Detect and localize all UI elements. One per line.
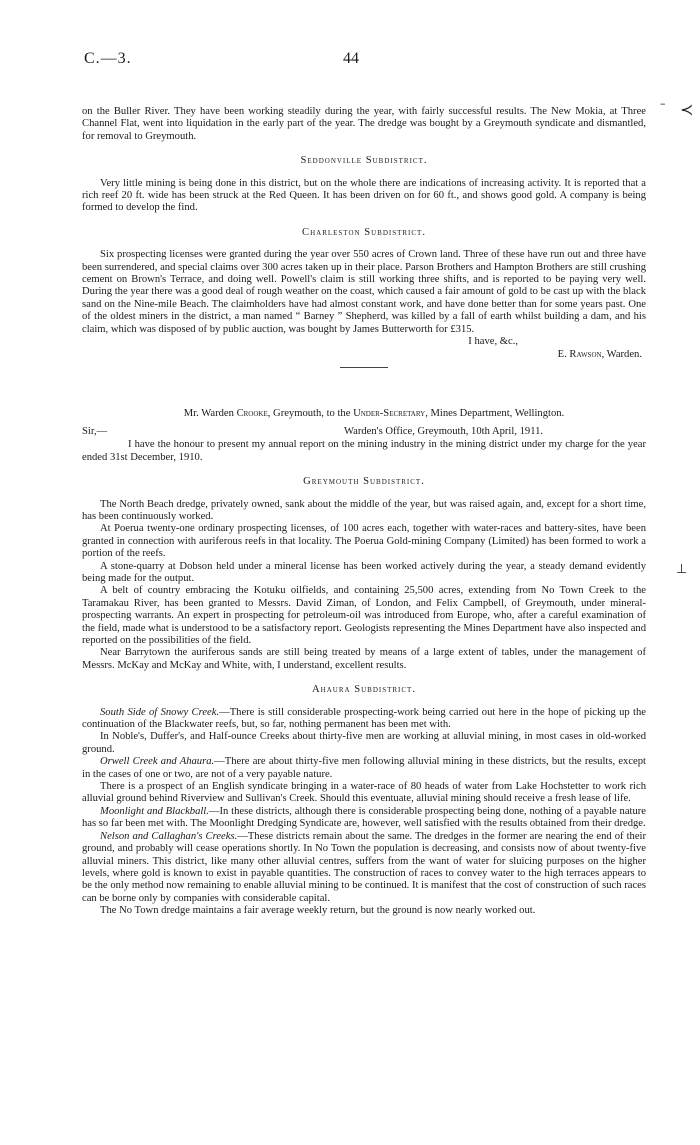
nelson-title: Nelson and Callaghan's Creeks. xyxy=(100,830,238,842)
page-number: 44 xyxy=(343,50,359,67)
signature-title: , Warden. xyxy=(601,348,642,360)
signature-surname: Rawson xyxy=(569,348,602,360)
greymouth-paragraph: A stone-quarry at Dobson held under a mineral license has been worked actively during the year, a steady demand evidently being made for the output. xyxy=(82,560,646,584)
nelson-text: —These districts remain about the same. The dredges in the former are nearing the end of their ground, and probably will cease operations shortly. In No Town the population is decreasing, and consists now of about twenty-five alluvial miners. This district, like many other alluvial centres, suffers from the want of water for sluicing purposes on the higher levels, where gold is known to exist in payable quantities. The construction of races to convey water to the high terraces appears to be the only method now remaining to enable alluvial mining to be continued. It is manifest that the cost of construction of such races can be borne only by companies with considerable capital. xyxy=(82,830,646,904)
greymouth-paragraph: A belt of country embracing the Kotuku oilfields, and containing 25,500 acres, extending from No Town Creek to the Taramakau River, has been granted to Messrs. David Ziman, of London, and Felix Campbell, of Greymouth, under mineral-prospecting warrants. An expert in prospecting for petroleum-oil was introduced from Europe, who, after a careful examination of the field, made what is understood to be a satisfactory report. Geologists representing the Mines Department have also inspected and reported on the possibilities of the field. xyxy=(82,585,646,646)
greymouth-paragraph: Near Barrytown the auriferous sands are still being treated by means of a large extent of tables, under the management of Messrs. McKay and McKay and White, with, I understand, excellent results. xyxy=(82,647,646,671)
letter-to-title: Under-Secretary xyxy=(353,407,426,419)
charleston-heading: Charleston Subdistrict. xyxy=(302,226,426,238)
signature xyxy=(82,349,646,361)
page-header xyxy=(84,50,644,72)
margin-tick-mark: ⊥ xyxy=(676,562,688,577)
greymouth-paragraph: At Poerua twenty-one ordinary prospecting licenses, of 100 acres each, together with water-races and battery-sites, have been granted in connection with auriferous reefs in that locality. The Poerua Gold-mining Company (Limited) has been formed to work a portion of the reefs. xyxy=(82,523,646,560)
orwell-paragraph xyxy=(82,756,646,781)
salutation-row xyxy=(82,426,646,439)
ahaura-heading: Ahaura Subdistrict. xyxy=(312,684,416,696)
letter-to-dept: , Mines Department, Wellington. xyxy=(425,407,565,419)
office-date: Warden's Office, Greymouth, 10th April, 1911. xyxy=(344,426,544,438)
orwell-title: Orwell Creek and Ahaura. xyxy=(100,756,215,768)
english-syndicate-paragraph: There is a prospect of an English syndicate bringing in a water-race of 80 heads of water from Lake Hochstetter to work rich alluvial ground behind Riverview and Sullivan's Creek. Should this eventuate, alluvial mining should receive a fresh lease of life. xyxy=(82,781,646,805)
moonlight-text: —In these districts, although there is considerable prospecting being done, nothing of a payable nature has so far been met with. The Moonlight Dredging Syndicate are, however, well satisfied with the results obtained from their dredge. xyxy=(82,805,646,830)
closing-line: I have, &c., xyxy=(468,336,518,348)
snowy-creek-title: South Side of Snowy Creek. xyxy=(100,706,220,718)
letter-from-mid: , Greymouth, to the xyxy=(267,407,354,419)
signature-initial: E. xyxy=(557,348,567,360)
margin-dash-mark: – xyxy=(660,97,666,110)
no-town-paragraph: The No Town dredge maintains a fair average weekly return, but the ground is now nearly worked out. xyxy=(100,905,536,917)
orwell-text: —There are about thirty-five men following alluvial mining in these districts, but the results, except in the cases of one or two, are not of a very payable nature. xyxy=(82,756,646,780)
greymouth-paragraph: The North Beach dredge, privately owned, sank about the middle of the year, but was raised again, and, except for a short time, has been continuously worked. xyxy=(82,498,646,522)
charleston-paragraph: Six prospecting licenses were granted during the year over 550 acres of Crown land. Three of these have run out and three have been surrendered, and special claims over 300 acres taken up in their place. Parson Brothers and Hampton Brothers are still crushing cement on Brown's Terrace, and doing well. Powell's claim is still working three shifts, and is reported to be paying very well. During the year there was a good deal of rough weather on the coast, which caused a fair amount of gold to be cast up with the black sand on the Nine-mile Beach. The claimholders have had almost constant work, and have done better than for some years past. One of the oldest miners in the district, a man named “ Barney ” Shepherd, was killed by a fall of earth whilst building a dam, and his claim, which was disposed of by public auction, was bought by James Butterworth for £315. xyxy=(82,249,646,335)
buller-paragraph: on the Buller River. They have been working steadily during the year, with fairly successful results. The New Mokia, at Three Channel Flat, went into liquidation in the early part of the year. The dredge was bought by a Greymouth syndicate and dismantled, for removal to Greymouth. xyxy=(82,106,646,142)
snowy-creek-text: —There is still considerable prospecting-work being carried out here in the hope of picking up the continuation of the Blackwater reefs, but, so far, nothing permanent has been met with. xyxy=(82,706,646,731)
snowy-creek-paragraph xyxy=(82,707,646,732)
letter-heading xyxy=(82,408,646,420)
nobles-paragraph: In Noble's, Duffer's, and Half-ounce Creeks about thirty-five men are working at alluvial mining, in most cases in old-worked ground. xyxy=(82,731,646,755)
report-reference: C.—3. xyxy=(84,50,132,67)
moonlight-title: Moonlight and Blackball. xyxy=(100,805,209,817)
moonlight-paragraph xyxy=(82,806,646,831)
document-body xyxy=(82,106,646,918)
greymouth-heading: Greymouth Subdistrict. xyxy=(303,476,425,488)
salutation: Sir,— xyxy=(82,426,108,438)
seddonville-heading: Seddonville Subdistrict. xyxy=(300,155,428,167)
letter-intro: I have the honour to present my annual report on the mining industry in the mining district under my charge for the year ended 31st December, 1910. xyxy=(82,439,646,463)
letter-from-name: Crooke xyxy=(236,407,268,419)
letter-from-prefix: Mr. Warden xyxy=(183,407,237,419)
seddonville-paragraph: Very little mining is being done in this district, but on the whole there are indications of increasing activity. It is reported that a rich reef 20 ft. wide has been struck at the Red Queen. It has been driven on for 60 ft., and shows good gold. A company is being formed to develop the find. xyxy=(82,177,646,214)
margin-arrow-mark: ≺ xyxy=(680,100,694,119)
nelson-paragraph xyxy=(82,831,646,905)
